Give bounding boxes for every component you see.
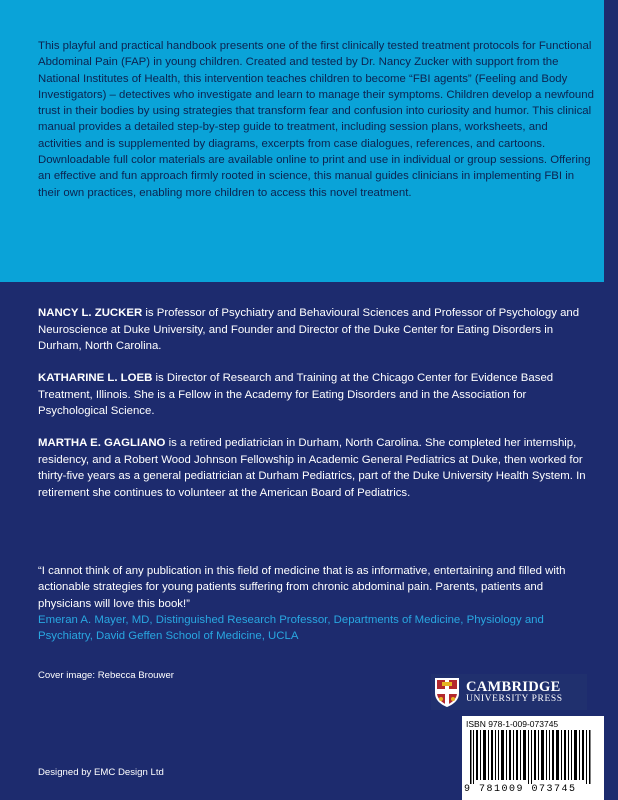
author-bio-zucker — [38, 305, 598, 355]
description-panel — [0, 0, 604, 282]
author-name: KATHARINE L. LOEB — [38, 372, 153, 384]
publisher-logo — [431, 674, 587, 710]
barcode-bars-icon — [470, 730, 598, 784]
spine-edge — [604, 0, 618, 282]
quote-attribution: Emeran A. Mayer, MD, Distinguished Research Professor, Departments of Medicine, Physiology and Psychiatry, David Geffen School of Medicine, UCLA — [38, 613, 544, 643]
cambridge-shield-icon — [434, 677, 460, 708]
author-name: MARTHA E. GAGLIANO — [38, 437, 166, 449]
author-bio-text: is a retired pediatrician in Durham, North Carolina. She completed her internship, residency, and a Robert Wood Johnson Fellowship in Academic General Pediatrics at Duke, then worked for thirty-five years as a general pediatrician at Durham Pediatrics, part of the Duke University Health System. In retirement she continues to volunteer at the American Board of Pediatrics. — [38, 437, 586, 499]
author-bio-text: is Professor of Psychiatry and Behavioural Sciences and Professor of Psychology and Neuroscience at Duke University, and Founder and Director of the Duke Center for Eating Disorders in Durham, North Carolina. — [38, 307, 580, 353]
publisher-subname: UNIVERSITY PRESS — [466, 693, 563, 704]
isbn-barcode — [462, 716, 604, 800]
quote-text: “I cannot think of any publication in this field of medicine that is as informative, entertaining and filled with actionable strategies for young patients suffering from chronic abdominal pain. Parents, patients and physicians will love this book!” — [38, 565, 566, 610]
designer-credit: Designed by EMC Design Ltd — [38, 767, 164, 778]
publisher-name: CAMBRIDGE — [466, 678, 561, 695]
endorsement-quote — [38, 563, 598, 644]
author-name: NANCY L. ZUCKER — [38, 307, 143, 319]
author-bio-loeb — [38, 370, 598, 420]
isbn-text: ISBN 978-1-009-073745 — [466, 719, 559, 729]
barcode-digits: 9 781009 073745 — [464, 784, 577, 795]
author-bio-gagliano — [38, 435, 598, 501]
cover-image-credit: Cover image: Rebecca Brouwer — [38, 670, 174, 681]
book-description: This playful and practical handbook presents one of the first clinically tested treatment protocols for Functional Abdominal Pain (FAP) in young children. Created and tested by Dr. Nancy Zucker with support from the National Institutes of Health, this intervention teaches children to become “FBI agents” (Feeling and Body Investigators) – detectives who investigate and learn to manage their symptoms. Children develop a newfound trust in their bodies by using strategies that transform fear and confusion into curiosity and humor. This clinical manual provides a detailed step-by-step guide to treatment, including session plans, worksheets, and activities and is supplemented by diagrams, excerpts from case dialogues, references, and cartoons. Downloadable full color materials are available online to print and use in individual or group sessions. Offering an effective and fun approach firmly rooted in science, this manual guides clinicians in implementing FBI in their own practices, enabling more children to access this novel treatment. — [38, 40, 594, 199]
author-bio-text: is Director of Research and Training at the Chicago Center for Evidence Based Treatment, Illinois. She is a Fellow in the Academy for Eating Disorders and in the Association for Psychological Science. — [38, 372, 554, 418]
